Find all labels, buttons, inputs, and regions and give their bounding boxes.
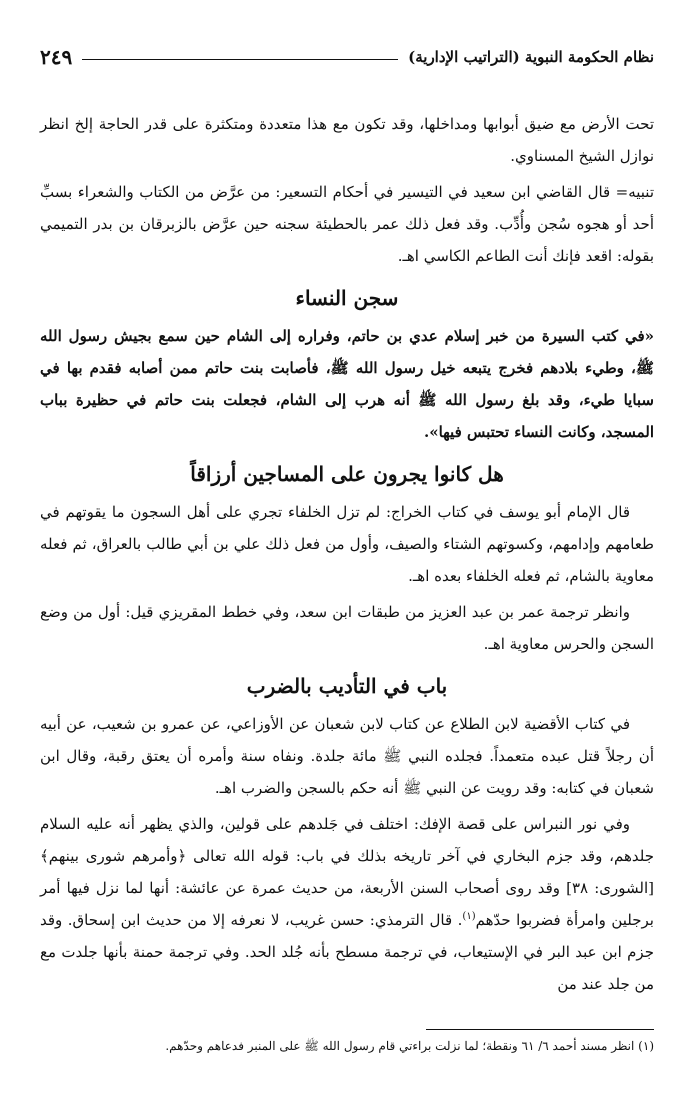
- footnote-rule: [426, 1029, 654, 1030]
- paragraph-quote: «في كتب السيرة من خبر إسلام عدي بن حاتم، وفراره إلى الشام حين سمع بجيش رسول الله ﷺ، وطيء بلادهم فخرج يتبعه خيل رسول الله ﷺ، فأصابت بنت حاتم ممن أصابه فقدم بها في سبايا طيء، وقد بلغ رسول الله ﷺ أنه هرب إلى الشام، فجعلت بنت حاتم في حظيرة بباب المسجد، وكانت النساء تحتبس فيها».: [40, 327, 654, 441]
- paragraph: في كتاب الأقضية لابن الطلاع عن كتاب لابن شعبان عن الأوزاعي، عن عمرو بن شعيب، عن أبيه أن رجلاً قتل عبده متعمداً. فجلده النبي ﷺ مائة جلدة. ونفاه سنة وأمره أن يعتق رقبة، وقال ابن شعبان في كتابه: وقد رويت عن النبي ﷺ أنه حكم بالسجن والضرب اهـ.: [40, 715, 654, 797]
- running-title: نظام الحكومة النبوية (التراتيب الإدارية): [408, 48, 654, 66]
- paragraph: [40, 808, 654, 1000]
- paragraph-note: تنبيه= قال القاضي ابن سعيد في التيسير في أحكام التسعير: من عرَّض من الكتاب والشعراء بسبِّ أحد أو هجوه سُجن وأُدِّب. وقد فعل ذلك عمر بالحطيئة سجنه حين عرَّض بالزبرقان بن بدر التميمي بقوله: اقعد فإنك أنت الطاعم الكاسي اهـ.: [40, 183, 654, 265]
- section-heading: سجن النساء: [295, 286, 399, 310]
- paragraph: قال الإمام أبو يوسف في كتاب الخراج: لم تزل الخلفاء تجري على أهل السجون ما يقوتهم في طعامهم وإدامهم، وكسوتهم الشتاء والصيف، وأول من فعل ذلك علي بن أبي طالب بالعراق، ثم فعله معاوية بالشام، ثم فعله الخلفاء بعده اهـ.: [40, 503, 654, 585]
- page-number: ٢٤٩: [40, 45, 73, 69]
- page-header: [40, 44, 654, 70]
- footnote: (١) انظر مسند أحمد ٦/ ٦١ ونقطة؛ لما نزلت براءتي قام رسول الله ﷺ على المنبر فدعاهم وحدّهم.: [165, 1039, 654, 1053]
- footnote-marker[interactable]: (١): [462, 911, 476, 922]
- section-heading: هل كانوا يجرون على المساجين أرزاقاً: [190, 462, 504, 486]
- paragraph: تحت الأرض مع ضيق أبوابها ومداخلها، وقد تكون مع هذا متعددة ومتكثرة على قدر الحاجة إلخ انظر نوازل الشيخ المسناوي.: [40, 115, 654, 165]
- section-heading: باب في التأديب بالضرب: [246, 674, 448, 698]
- paragraph: وانظر ترجمة عمر بن عبد العزيز من طبقات ابن سعد، وفي خطط المقريزي قيل: أول من وضع السجن والحرس معاوية اهـ.: [40, 603, 654, 653]
- header-rule: [82, 59, 398, 60]
- paragraph-text: وفي نور النبراس على قصة الإفك: اختلف في جَلدهم على قولين، والذي يظهر أنه عليه السلام جلدهم، وقد جزم البخاري في آخر تاريخه بذلك في باب: قوله الله تعالى ﴿وأمرهم شورى بينهم﴾ [الشورى: ٣٨] وقد روى أصحاب السنن الأربعة، من حديث عمرة عن عائشة: أنها لما نزل فيها أمر برجلين وامرأة فضربوا حدّهم: [40, 815, 654, 929]
- paragraph-text: . قال الترمذي: حسن غريب، لا نعرفه إلا من حديث ابن إسحاق. وقد جزم ابن عبد البر في الإستيعاب، في ترجمة مسطح بأنه جُلد الحد. وفي ترجمة حمنة بأنها جلدت مع من جلد عند من: [40, 911, 654, 993]
- page-body: [40, 108, 654, 1000]
